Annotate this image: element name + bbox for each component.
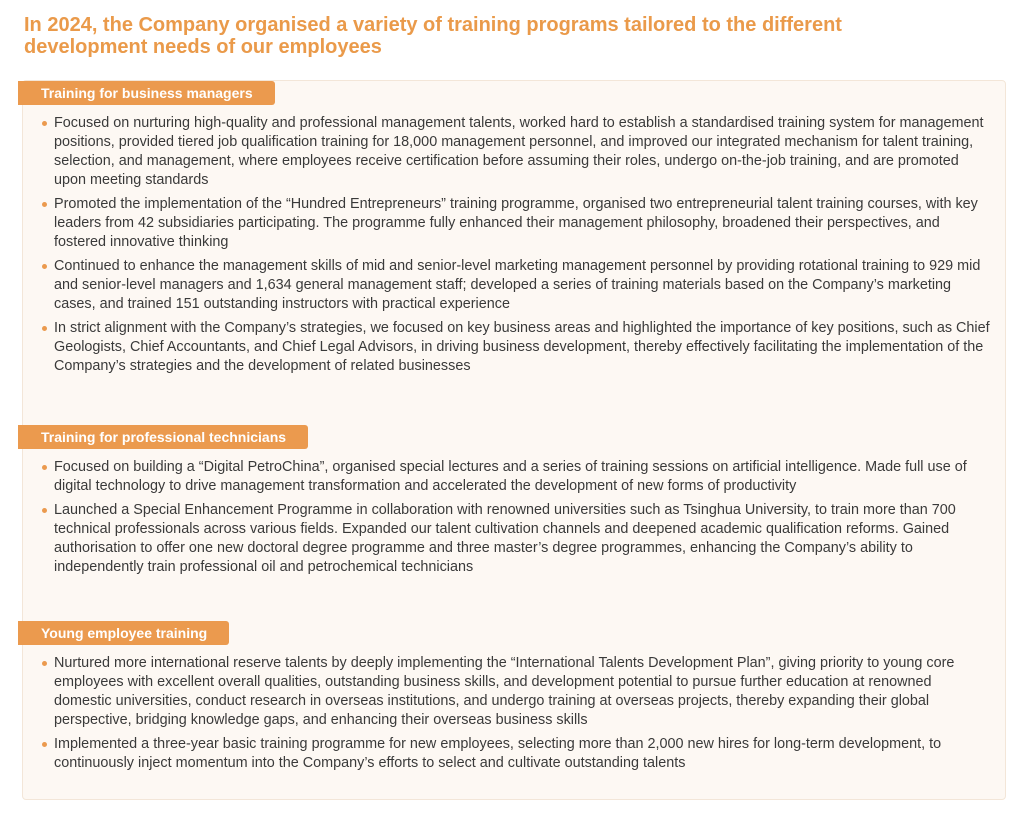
section-professional-technicians bbox=[18, 425, 1006, 582]
list-item-text: Implemented a three-year basic training programme for new employees, selecting more than 2,000 new hires for long-term development, to continuously inject momentum into the Company’s efforts to select and cultivate outstanding talents bbox=[54, 736, 942, 771]
list-item bbox=[54, 257, 994, 314]
bullet-list bbox=[18, 654, 994, 773]
list-item-text: Promoted the implementation of the “Hundred Entrepreneurs” training programme, organised two entrepreneurial talent training courses, with key leaders from 42 subsidiaries participating. The programme fully enhanced their management philosophy, broadened their perspectives, and fostered innovative thinking bbox=[54, 196, 978, 250]
section-heading: Training for professional technicians bbox=[18, 425, 308, 449]
list-item bbox=[54, 458, 994, 496]
list-item bbox=[54, 654, 994, 730]
bullet-icon bbox=[42, 264, 47, 269]
section-business-managers bbox=[18, 81, 1006, 381]
page-title: In 2024, the Company organised a variety of training programs tailored to the different development needs of our employees bbox=[24, 14, 842, 58]
list-item bbox=[54, 735, 994, 773]
list-item-text: Launched a Special Enhancement Programme in collaboration with renowned universities such as Tsinghua University, to train more than 700 technical professionals across various fields. Expanded our talent cultivation channels and deepened academic qualification reforms. Gained authorisation to offer one new doctoral degree programme and three master’s degree programmes, enhancing the Company’s ability to independently train professional oil and petrochemical technicians bbox=[54, 502, 956, 575]
bullet-icon bbox=[42, 326, 47, 331]
list-item-text: Focused on nurturing high-quality and professional management talents, worked hard to establish a standardised training system for management positions, provided tiered job qualification training for 18,000 management personnel, and improved our integrated mechanism for talent training, selection, and management, where employees receive certification before assuming their roles, undergo on-the-job training, and are promoted upon meeting standards bbox=[54, 115, 984, 188]
bullet-icon bbox=[42, 202, 47, 207]
list-item-text: Continued to enhance the management skills of mid and senior-level marketing management personnel by providing rotational training to 929 mid and senior-level managers and 1,634 general management staff; developed a series of training materials based on the Company’s marketing cases, and trained 151 outstanding instructors with practical experience bbox=[54, 258, 981, 312]
section-young-employees bbox=[18, 621, 1006, 778]
bullet-icon bbox=[42, 121, 47, 126]
list-item bbox=[54, 319, 994, 376]
bullet-icon bbox=[42, 742, 47, 747]
section-heading: Training for business managers bbox=[18, 81, 275, 105]
bullet-icon bbox=[42, 661, 47, 666]
list-item bbox=[54, 114, 994, 190]
list-item bbox=[54, 195, 994, 252]
bullet-list bbox=[18, 458, 994, 577]
list-item-text: In strict alignment with the Company’s strategies, we focused on key business areas and highlighted the importance of key positions, such as Chief Geologists, Chief Accountants, and Chief Legal Advisors, in driving business development, thereby effectively facilitating the implementation of the Company’s strategies and the development of related businesses bbox=[54, 320, 990, 374]
list-item-text: Nurtured more international reserve talents by deeply implementing the “International Talents Development Plan”, giving priority to young core employees with excellent overall qualities, outstanding business skills, and development potential to pursue further education at renowned domestic universities, conduct research in overseas institutions, and undergo training at overseas projects, thereby expanding their global perspective, bridging knowledge gaps, and enhancing their overseas business skills bbox=[54, 655, 955, 728]
bullet-icon bbox=[42, 465, 47, 470]
bullet-icon bbox=[42, 508, 47, 513]
bullet-list bbox=[18, 114, 994, 376]
list-item-text: Focused on building a “Digital PetroChina”, organised special lectures and a series of training sessions on artificial intelligence. Made full use of digital technology to drive management transformation and accelerated the development of new forms of productivity bbox=[54, 459, 967, 494]
section-heading: Young employee training bbox=[18, 621, 229, 645]
list-item bbox=[54, 501, 994, 577]
